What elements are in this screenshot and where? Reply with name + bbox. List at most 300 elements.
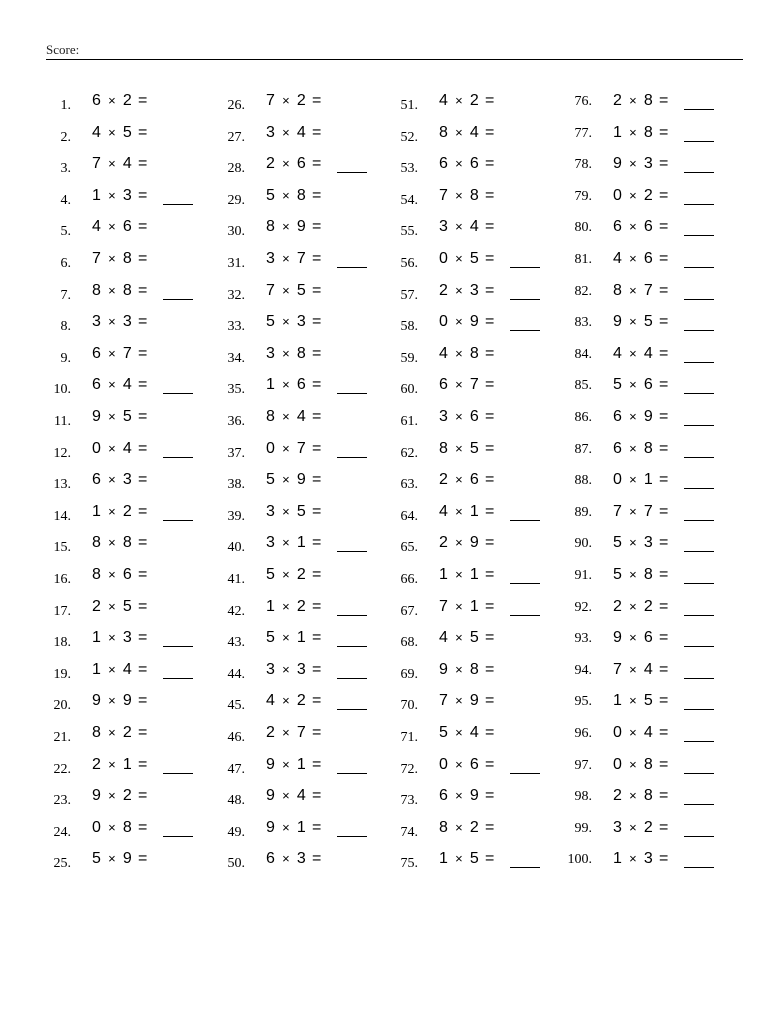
- operand-b: 9: [296, 218, 307, 235]
- problem-expression: [613, 471, 669, 489]
- problem-number: 40.: [227, 540, 245, 555]
- problem-number: 96.: [574, 726, 592, 741]
- operand-b: 1: [296, 629, 307, 646]
- operand-a: 4: [92, 218, 102, 235]
- operand-b: 5: [469, 850, 480, 867]
- operand-a: 3: [266, 250, 276, 267]
- problem-expression: [92, 440, 148, 458]
- operand-a: 1: [266, 376, 276, 393]
- operand-b: 7: [296, 440, 307, 457]
- operand-b: 4: [296, 408, 307, 425]
- answer-blank[interactable]: [684, 235, 714, 236]
- answer-blank[interactable]: [684, 646, 714, 647]
- problem-number: 49.: [227, 825, 245, 840]
- operand-b: 6: [122, 566, 133, 583]
- answer-blank[interactable]: [684, 457, 714, 458]
- operand-a: 5: [266, 471, 276, 488]
- problem-expression: [92, 787, 148, 805]
- operand-a: 8: [439, 124, 449, 141]
- problem-number: 24.: [53, 825, 71, 840]
- problem-number: 36.: [227, 414, 245, 429]
- times-sign: ×: [108, 851, 116, 866]
- answer-blank[interactable]: [684, 362, 714, 363]
- problem-number: 48.: [227, 793, 245, 808]
- operand-b: 3: [643, 155, 654, 172]
- problem-expression: [613, 534, 669, 552]
- times-sign: ×: [108, 219, 116, 234]
- problem-expression: [92, 408, 148, 426]
- problem-expression: [92, 155, 148, 173]
- problem-expression: [439, 282, 495, 300]
- answer-blank[interactable]: [684, 741, 714, 742]
- problem-row: [521, 250, 731, 274]
- problem-expression: [266, 819, 322, 837]
- operand-b: 5: [643, 692, 654, 709]
- operand-b: 8: [469, 661, 480, 678]
- equals-sign: =: [659, 503, 669, 520]
- operand-b: 2: [122, 503, 133, 520]
- times-sign: ×: [282, 377, 290, 392]
- operand-b: 5: [122, 124, 133, 141]
- equals-sign: =: [312, 661, 322, 678]
- answer-blank[interactable]: [684, 583, 714, 584]
- problem-number: 26.: [227, 98, 245, 113]
- answer-blank[interactable]: [684, 488, 714, 489]
- operand-a: 7: [439, 187, 449, 204]
- problem-expression: [613, 282, 669, 300]
- equals-sign: =: [138, 282, 148, 299]
- equals-sign: =: [312, 250, 322, 267]
- operand-b: 1: [643, 471, 654, 488]
- operand-b: 6: [643, 218, 654, 235]
- times-sign: ×: [629, 346, 637, 361]
- times-sign: ×: [282, 693, 290, 708]
- operand-a: 4: [439, 503, 449, 520]
- times-sign: ×: [629, 630, 637, 645]
- operand-b: 3: [122, 313, 133, 330]
- problem-number: 12.: [53, 446, 71, 461]
- operand-a: 8: [92, 282, 102, 299]
- equals-sign: =: [485, 850, 495, 867]
- problem-expression: [266, 503, 322, 521]
- operand-b: 8: [122, 250, 133, 267]
- problem-number: 95.: [574, 694, 592, 709]
- operand-b: 4: [643, 661, 654, 678]
- answer-blank[interactable]: [684, 615, 714, 616]
- equals-sign: =: [485, 534, 495, 551]
- operand-a: 7: [439, 598, 449, 615]
- times-sign: ×: [629, 188, 637, 203]
- equals-sign: =: [138, 313, 148, 330]
- problem-expression: [439, 313, 495, 331]
- operand-b: 2: [296, 692, 307, 709]
- problem-number: 42.: [227, 604, 245, 619]
- problem-row: [521, 692, 731, 716]
- equals-sign: =: [312, 282, 322, 299]
- equals-sign: =: [659, 534, 669, 551]
- problem-expression: [439, 787, 495, 805]
- times-sign: ×: [455, 441, 463, 456]
- times-sign: ×: [455, 535, 463, 550]
- equals-sign: =: [485, 787, 495, 804]
- equals-sign: =: [312, 187, 322, 204]
- problem-expression: [613, 376, 669, 394]
- times-sign: ×: [455, 346, 463, 361]
- problem-number: 13.: [53, 477, 71, 492]
- times-sign: ×: [108, 820, 116, 835]
- equals-sign: =: [659, 819, 669, 836]
- problem-number: 83.: [574, 315, 592, 330]
- equals-sign: =: [312, 503, 322, 520]
- problem-expression: [613, 787, 669, 805]
- equals-sign: =: [485, 250, 495, 267]
- problem-number: 92.: [574, 600, 592, 615]
- problem-expression: [266, 124, 322, 142]
- operand-a: 6: [613, 440, 623, 457]
- equals-sign: =: [485, 155, 495, 172]
- operand-b: 8: [643, 440, 654, 457]
- equals-sign: =: [138, 124, 148, 141]
- equals-sign: =: [138, 503, 148, 520]
- problem-number: 82.: [574, 284, 592, 299]
- problem-number: 51.: [400, 98, 418, 113]
- operand-b: 8: [643, 787, 654, 804]
- operand-a: 9: [613, 629, 623, 646]
- operand-b: 8: [643, 124, 654, 141]
- equals-sign: =: [138, 408, 148, 425]
- operand-a: 9: [613, 313, 623, 330]
- problem-number: 88.: [574, 473, 592, 488]
- times-sign: ×: [282, 662, 290, 677]
- operand-a: 6: [266, 850, 276, 867]
- answer-blank[interactable]: [684, 299, 714, 300]
- problem-expression: [613, 345, 669, 363]
- equals-sign: =: [485, 471, 495, 488]
- problem-expression: [92, 598, 148, 616]
- times-sign: ×: [455, 93, 463, 108]
- problem-number: 22.: [53, 762, 71, 777]
- operand-a: 2: [439, 534, 449, 551]
- answer-blank[interactable]: [684, 773, 714, 774]
- problem-number: 87.: [574, 442, 592, 457]
- equals-sign: =: [312, 440, 322, 457]
- operand-a: 8: [266, 218, 276, 235]
- operand-b: 1: [469, 503, 480, 520]
- equals-sign: =: [659, 471, 669, 488]
- operand-b: 9: [469, 787, 480, 804]
- times-sign: ×: [455, 377, 463, 392]
- answer-blank[interactable]: [684, 551, 714, 552]
- operand-a: 5: [613, 376, 623, 393]
- equals-sign: =: [312, 566, 322, 583]
- problem-expression: [92, 92, 148, 110]
- problem-expression: [266, 756, 322, 774]
- operand-a: 5: [439, 724, 449, 741]
- problem-expression: [92, 692, 148, 710]
- operand-a: 5: [266, 313, 276, 330]
- problem-number: 99.: [574, 821, 592, 836]
- answer-blank[interactable]: [684, 330, 714, 331]
- problem-number: 38.: [227, 477, 245, 492]
- operand-a: 1: [439, 566, 449, 583]
- problem-row: [521, 598, 731, 622]
- answer-blank[interactable]: [684, 836, 714, 837]
- operand-b: 9: [469, 534, 480, 551]
- answer-blank[interactable]: [684, 267, 714, 268]
- operand-a: 1: [92, 503, 102, 520]
- problem-number: 16.: [53, 572, 71, 587]
- problem-number: 57.: [400, 288, 418, 303]
- operand-b: 2: [122, 787, 133, 804]
- equals-sign: =: [485, 819, 495, 836]
- answer-blank[interactable]: [684, 393, 714, 394]
- operand-b: 2: [643, 187, 654, 204]
- problem-expression: [439, 250, 495, 268]
- problem-number: 86.: [574, 410, 592, 425]
- problem-expression: [439, 692, 495, 710]
- equals-sign: =: [659, 440, 669, 457]
- times-sign: ×: [455, 504, 463, 519]
- operand-b: 2: [296, 92, 307, 109]
- operand-a: 0: [439, 313, 449, 330]
- operand-b: 7: [296, 724, 307, 741]
- times-sign: ×: [108, 567, 116, 582]
- problem-expression: [439, 187, 495, 205]
- problem-expression: [613, 850, 669, 868]
- problem-row: [521, 661, 731, 685]
- answer-blank[interactable]: [684, 709, 714, 710]
- problem-number: 54.: [400, 193, 418, 208]
- problem-number: 69.: [400, 667, 418, 682]
- problem-number: 14.: [53, 509, 71, 524]
- operand-a: 1: [613, 124, 623, 141]
- operand-a: 2: [613, 787, 623, 804]
- problem-number: 11.: [54, 414, 71, 429]
- equals-sign: =: [312, 345, 322, 362]
- equals-sign: =: [138, 440, 148, 457]
- equals-sign: =: [138, 850, 148, 867]
- operand-b: 4: [643, 724, 654, 741]
- operand-a: 4: [439, 345, 449, 362]
- problem-row: [521, 218, 731, 242]
- problem-number: 58.: [400, 319, 418, 334]
- operand-a: 3: [613, 819, 623, 836]
- problem-number: 63.: [400, 477, 418, 492]
- problem-row: [521, 124, 731, 148]
- problem-number: 20.: [53, 698, 71, 713]
- problem-expression: [92, 850, 148, 868]
- operand-b: 6: [643, 250, 654, 267]
- operand-a: 2: [439, 282, 449, 299]
- problem-number: 77.: [574, 126, 592, 141]
- operand-b: 2: [643, 819, 654, 836]
- operand-a: 7: [266, 282, 276, 299]
- operand-a: 6: [92, 345, 102, 362]
- problem-expression: [92, 187, 148, 205]
- problem-row: [521, 282, 731, 306]
- operand-a: 5: [613, 566, 623, 583]
- problem-expression: [92, 503, 148, 521]
- problem-expression: [439, 566, 495, 584]
- equals-sign: =: [138, 187, 148, 204]
- operand-b: 1: [296, 756, 307, 773]
- problem-number: 39.: [227, 509, 245, 524]
- operand-b: 5: [469, 250, 480, 267]
- answer-blank[interactable]: [684, 678, 714, 679]
- equals-sign: =: [659, 376, 669, 393]
- problem-number: 98.: [574, 789, 592, 804]
- problem-number: 65.: [400, 540, 418, 555]
- operand-a: 4: [613, 250, 623, 267]
- times-sign: ×: [282, 156, 290, 171]
- problem-number: 94.: [574, 663, 592, 678]
- operand-b: 9: [296, 471, 307, 488]
- operand-a: 0: [92, 440, 102, 457]
- times-sign: ×: [455, 757, 463, 772]
- operand-a: 9: [266, 756, 276, 773]
- equals-sign: =: [485, 282, 495, 299]
- problem-expression: [439, 440, 495, 458]
- operand-a: 3: [266, 124, 276, 141]
- times-sign: ×: [108, 472, 116, 487]
- operand-a: 8: [439, 440, 449, 457]
- problem-expression: [266, 313, 322, 331]
- answer-blank[interactable]: [684, 109, 714, 110]
- problem-number: 15.: [53, 540, 71, 555]
- operand-b: 7: [643, 282, 654, 299]
- problem-expression: [613, 598, 669, 616]
- problem-row: [521, 756, 731, 780]
- times-sign: ×: [629, 93, 637, 108]
- equals-sign: =: [312, 850, 322, 867]
- answer-blank[interactable]: [684, 804, 714, 805]
- problem-row: [521, 155, 731, 179]
- problem-expression: [266, 787, 322, 805]
- times-sign: ×: [108, 599, 116, 614]
- times-sign: ×: [108, 188, 116, 203]
- problem-expression: [266, 345, 322, 363]
- problem-number: 19.: [53, 667, 71, 682]
- operand-a: 0: [266, 440, 276, 457]
- times-sign: ×: [629, 851, 637, 866]
- equals-sign: =: [312, 598, 322, 615]
- problem-number: 67.: [400, 604, 418, 619]
- operand-b: 2: [122, 92, 133, 109]
- answer-blank[interactable]: [684, 867, 714, 868]
- times-sign: ×: [455, 472, 463, 487]
- equals-sign: =: [312, 756, 322, 773]
- problem-number: 8.: [60, 319, 71, 334]
- operand-a: 0: [439, 756, 449, 773]
- problem-number: 27.: [227, 130, 245, 145]
- equals-sign: =: [659, 345, 669, 362]
- times-sign: ×: [455, 314, 463, 329]
- operand-b: 4: [122, 661, 133, 678]
- answer-blank[interactable]: [684, 172, 714, 173]
- equals-sign: =: [485, 187, 495, 204]
- problem-number: 64.: [400, 509, 418, 524]
- equals-sign: =: [138, 534, 148, 551]
- answer-blank[interactable]: [684, 425, 714, 426]
- operand-a: 2: [266, 724, 276, 741]
- operand-a: 5: [613, 534, 623, 551]
- problem-expression: [92, 661, 148, 679]
- answer-blank[interactable]: [684, 520, 714, 521]
- equals-sign: =: [485, 408, 495, 425]
- problem-number: 85.: [574, 378, 592, 393]
- operand-a: 1: [266, 598, 276, 615]
- operand-b: 4: [296, 124, 307, 141]
- operand-a: 7: [613, 661, 623, 678]
- problem-number: 41.: [227, 572, 245, 587]
- equals-sign: =: [485, 692, 495, 709]
- operand-b: 5: [122, 598, 133, 615]
- operand-a: 1: [613, 850, 623, 867]
- equals-sign: =: [485, 598, 495, 615]
- problem-expression: [266, 534, 322, 552]
- problem-expression: [92, 313, 148, 331]
- equals-sign: =: [659, 187, 669, 204]
- problem-expression: [613, 124, 669, 142]
- operand-b: 8: [469, 187, 480, 204]
- problem-expression: [439, 503, 495, 521]
- problem-expression: [613, 408, 669, 426]
- operand-b: 4: [122, 440, 133, 457]
- equals-sign: =: [485, 124, 495, 141]
- problem-expression: [266, 661, 322, 679]
- operand-b: 1: [296, 819, 307, 836]
- problem-row: [521, 629, 731, 653]
- equals-sign: =: [312, 92, 322, 109]
- answer-blank[interactable]: [684, 141, 714, 142]
- equals-sign: =: [138, 566, 148, 583]
- times-sign: ×: [455, 188, 463, 203]
- equals-sign: =: [659, 566, 669, 583]
- times-sign: ×: [629, 219, 637, 234]
- problem-expression: [613, 756, 669, 774]
- problem-number: 71.: [400, 730, 418, 745]
- problem-expression: [439, 124, 495, 142]
- times-sign: ×: [629, 156, 637, 171]
- operand-a: 9: [439, 661, 449, 678]
- equals-sign: =: [659, 313, 669, 330]
- equals-sign: =: [485, 503, 495, 520]
- problem-expression: [266, 92, 322, 110]
- times-sign: ×: [455, 125, 463, 140]
- times-sign: ×: [629, 504, 637, 519]
- problem-number: 78.: [574, 157, 592, 172]
- times-sign: ×: [629, 535, 637, 550]
- times-sign: ×: [455, 409, 463, 424]
- problem-number: 84.: [574, 347, 592, 362]
- answer-blank[interactable]: [684, 204, 714, 205]
- operand-b: 1: [469, 566, 480, 583]
- problem-expression: [439, 661, 495, 679]
- times-sign: ×: [455, 693, 463, 708]
- operand-a: 2: [613, 598, 623, 615]
- operand-a: 7: [92, 250, 102, 267]
- problem-number: 56.: [400, 256, 418, 271]
- operand-b: 5: [122, 408, 133, 425]
- operand-b: 6: [296, 155, 307, 172]
- equals-sign: =: [659, 124, 669, 141]
- problem-expression: [439, 345, 495, 363]
- problem-number: 76.: [574, 94, 592, 109]
- problem-expression: [266, 629, 322, 647]
- problem-expression: [439, 534, 495, 552]
- operand-a: 6: [613, 408, 623, 425]
- problem-expression: [439, 376, 495, 394]
